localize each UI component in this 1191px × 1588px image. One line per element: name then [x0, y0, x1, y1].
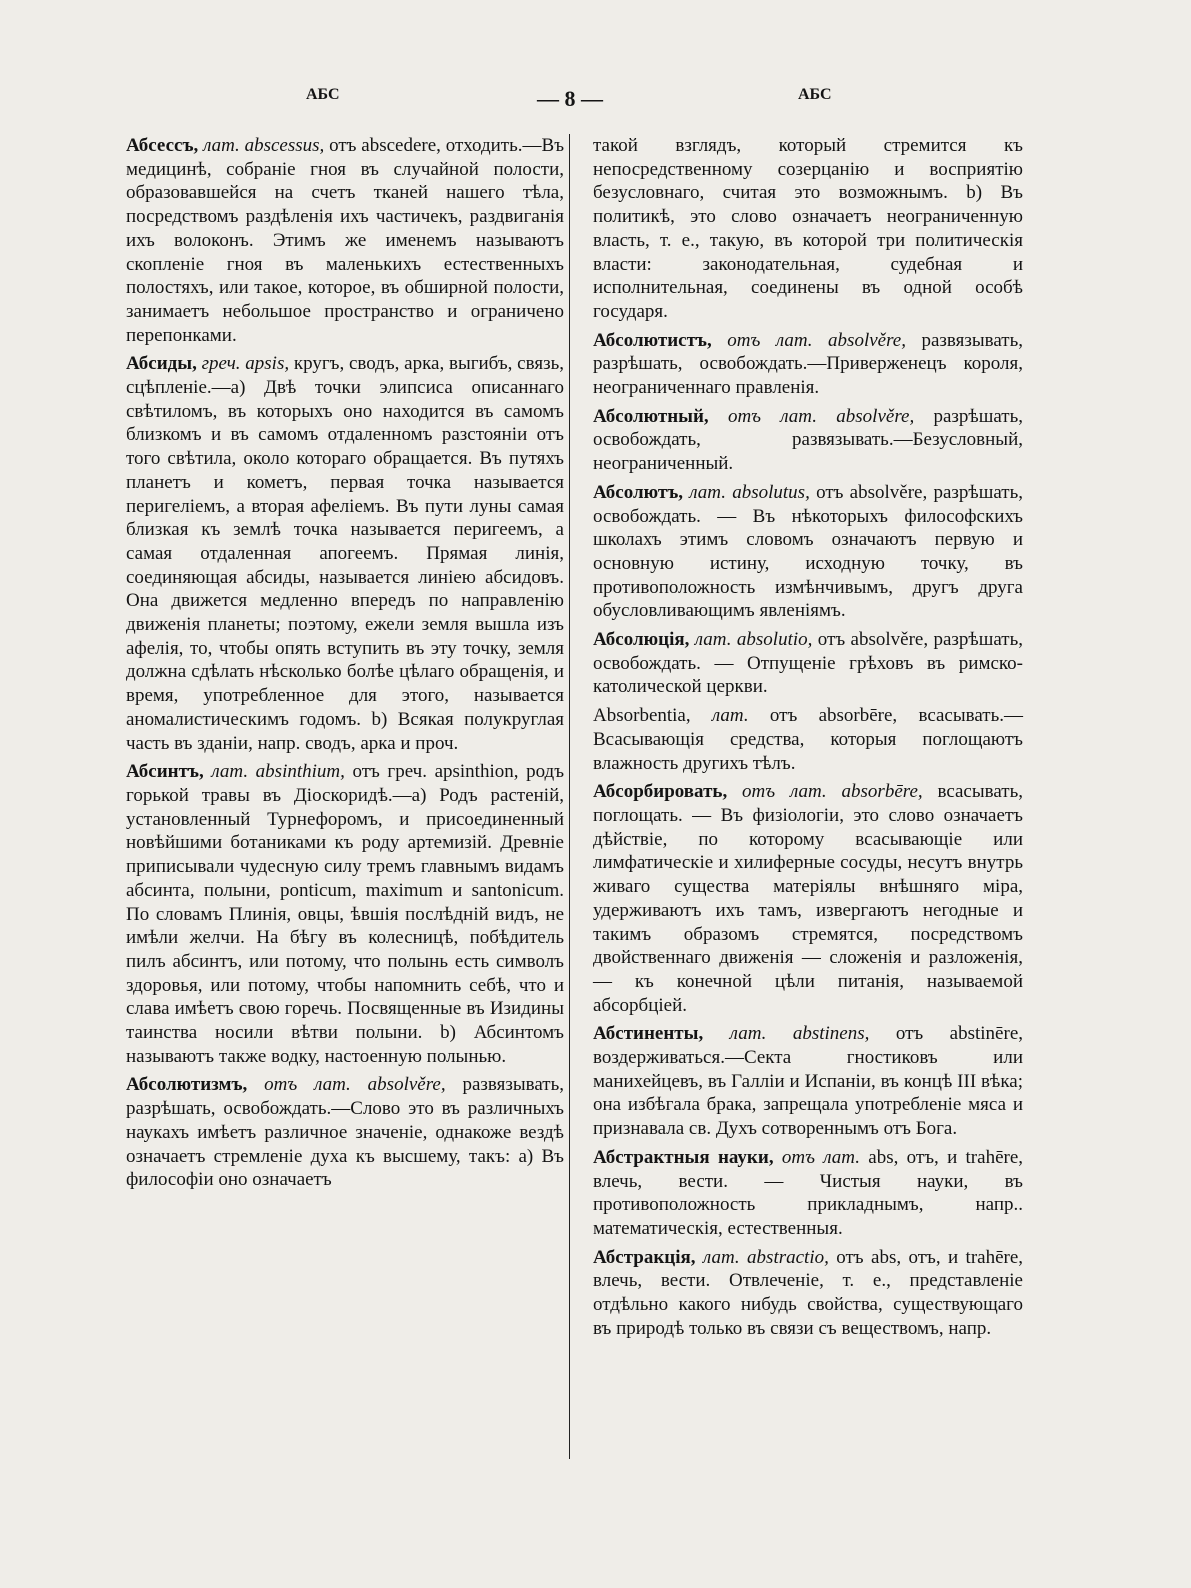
dictionary-entry	[126, 760, 564, 1068]
entry-etymon: abscessus,	[244, 135, 325, 156]
entry-definition: отъ abscedere, отходить.—Въ медицинѣ, собраніе гноя въ случайной полости, образовавшейся на счетъ тканей нашего тѣла, посредствомъ раздѣленія ихъ частичекъ, раздвиганія ихъ волоконъ. Этимъ же именемъ называютъ скопленіе гноя въ маленькихъ естественныхъ полостяхъ, или такое, которое, въ обширной полости, занимаетъ небольшое пространство и ограничено перепонками.	[126, 135, 565, 346]
running-header-left: АБС	[306, 86, 340, 103]
entry-language-label: лат.	[689, 481, 726, 503]
dictionary-entry	[593, 329, 1023, 400]
entry-etymon: absolutio,	[736, 629, 813, 651]
entry-definition: отъ греч. apsinthion, родъ горькой травы въ Діоскоридѣ.—а) Родъ растеній, установленный Турнефоромъ, и присоединенный новѣйшими ботаниками къ роду артемизій. Древніе приписывали чудесную силу тремъ главнымъ видамъ абсинта, полыни, ponticum, maximum и santonicum. По словамъ Плинія, овцы, ѣвшія послѣдній видъ, не имѣли желчи. На бѣгу въ колесницѣ, побѣдитель пилъ абсинтъ, или потому, что полынь есть символъ здоровья, или потому, чтобы напомнить себѣ, что и слава имѣетъ свою горечь. Посвященные въ Изидины таинства носили вѣтви полыни. b) Абсинтомъ называютъ также водку, настоенную полынью.	[126, 761, 565, 1067]
entry-headword: Абстракція,	[593, 1246, 696, 1268]
entry-language-label: лат.	[711, 705, 749, 727]
entry-definition: отъ abstinēre, воздерживаться.—Секта гностиковъ или манихейцевъ, въ Галліи и Испаніи, въ концѣ III вѣка; она избѣгала брака, запрещала употребленіе мяса и признавала св. Духъ сотвореннымъ отъ Бога.	[593, 1023, 1023, 1140]
entry-language-label: отъ лат.	[727, 329, 813, 351]
entry-language-label: отъ лат.	[727, 405, 818, 427]
running-header-right: АБС	[798, 86, 832, 103]
column-divider	[569, 134, 570, 1459]
entry-headword: Абсессъ,	[126, 135, 199, 156]
entry-headword: Абсинтъ,	[126, 761, 204, 783]
entry-definition: abs, отъ, и trahēre, влечь, вести. — Чистыя науки, въ противоположность прикладнымъ, напр.. математическія, естественныя.	[593, 1146, 1024, 1239]
entry-language-label: лат.	[694, 629, 732, 651]
entry-etymon: absolutus,	[732, 481, 810, 503]
dictionary-entry	[593, 405, 1023, 476]
entry-etymon: absinthium,	[255, 761, 345, 783]
entry-headword: Абсорбировать,	[593, 781, 728, 803]
entry-etymon: absolvěre,	[367, 1074, 446, 1096]
entry-definition: кругъ, сводъ, арка, выгибъ, связь, сцѣпленіе.—а) Двѣ точки элипсиса описаннаго свѣтиломъ, въ которыхъ оно находится въ самомъ близкомъ и въ самомъ отдаленномъ разстояніи отъ того свѣтила, около котораго обращается. Въ путяхъ планетъ и кометъ, первая точка называется перигеліемъ, а вторая афеліемъ. Въ пути луны самая близкая къ землѣ точка называется перигеемъ, а самая отдаленная апогеемъ. Прямая линія, соединяющая абсиды, называется линіею абсидовъ. Она движется медленно впередъ по направленію движенія планеты; поэтому, ежели земля вышла изъ афелія, то, чтобы опять вступить въ эту точку, земля должна сдѣлать нѣсколько болѣе цѣлаго обращенія, и время, употребленное для этого, называется аномалистическимъ годомъ. b) Всякая полукруглая часть въ зданіи, напр. сводъ, арка и проч.	[126, 353, 564, 754]
entry-etymon: abstractio,	[747, 1246, 829, 1268]
entry-headword: Абсолютизмъ,	[126, 1074, 248, 1096]
page-number: — 8 —	[537, 86, 603, 111]
entry-definition: отъ absolvěre, разрѣшать, освобождать. — Въ нѣкоторыхъ философскихъ школахъ этимъ словомъ означаютъ первую и основную истину, исходную точку, въ противоположность измѣнчивымъ, другъ друга обусловливающимъ явленіямъ.	[593, 481, 1024, 622]
dictionary-entry	[126, 134, 564, 347]
entry-etymon: absolvěre,	[836, 405, 915, 427]
entry-headword: Absorbentia,	[593, 705, 691, 727]
entry-headword: Абсолютъ,	[593, 481, 684, 503]
entry-language-label: лат.	[203, 135, 240, 156]
dictionary-entry	[593, 481, 1023, 623]
entry-definition: отъ absorbēre, всасывать.—Всасывающія средства, которыя поглощаютъ влажность другихъ тѣлъ.	[593, 705, 1023, 774]
entry-definition: развязывать, разрѣшать, освобождать.—Приверженецъ короля, неограниченнаго правленія.	[593, 329, 1024, 399]
dictionary-entry	[593, 1246, 1023, 1341]
entry-language-label: лат.	[729, 1023, 767, 1045]
dictionary-entry	[126, 352, 564, 755]
dictionary-entry	[593, 1146, 1023, 1241]
continued-text: такой взглядъ, который стремится къ непосредственному созерцанію и восприятію безусловнаго, считая это возможнымъ. b) Въ политикѣ, это слово означаетъ неограниченную власть, т. е., такую, въ которой три политическія власти: законодательная, судебная и исполнительная, соединены въ одной особѣ государя.	[593, 135, 1023, 322]
entry-headword: Абсолюція,	[593, 629, 690, 651]
entry-etymon: absorbēre,	[841, 781, 923, 803]
dictionary-entry	[593, 780, 1023, 1017]
entry-headword: Абстиненты,	[593, 1023, 704, 1045]
entry-etymon: abstinens,	[792, 1023, 870, 1045]
entry-etymon: absolvěre,	[828, 329, 906, 351]
entry-language-label: отъ лат.	[781, 1146, 860, 1168]
dictionary-entry	[126, 1073, 564, 1192]
dictionary-entry	[593, 1022, 1023, 1141]
entry-language-label: лат.	[702, 1246, 740, 1268]
entry-headword: Абсолютный,	[593, 405, 709, 427]
dictionary-entry	[593, 704, 1023, 775]
entry-language-label: греч.	[201, 353, 241, 375]
entry-language-label: лат.	[211, 761, 249, 783]
entry-etymon: apsis,	[245, 353, 290, 375]
entry-definition: разрѣшать, освобождать, развязывать.—Безусловный, неограниченный.	[593, 405, 1024, 475]
right-column	[593, 134, 1023, 1345]
dictionary-entry	[593, 628, 1023, 699]
entry-language-label: отъ лат.	[742, 781, 827, 803]
entry-definition: развязывать, разрѣшать, освобождать.—Слово это въ различныхъ наукахъ имѣетъ различное значеніе, однакоже вездѣ означаетъ стремленіе духа къ высшему, такъ: а) Въ философіи оно означаетъ	[126, 1074, 565, 1191]
entry-headword: Абстрактныя науки,	[593, 1146, 774, 1168]
entry-headword: Абсиды,	[126, 353, 197, 375]
entry-definition: всасывать, поглощать. — Въ физіологіи, это слово означаетъ дѣйствіе, по которому всасывающіе или лимфатическіе и хилиферные сосуды, несутъ внутрь живаго существа матеріялы внѣшняго міра, удерживаютъ ихъ тамъ, извергаютъ негодные и такимъ образомъ стремятся, посредствомъ двойственнаго движенія — сложенія и разложенія, — къ конечной цѣли питанія, называемой абсорбціей.	[593, 781, 1024, 1016]
entry-definition: отъ abs, отъ, и trahēre, влечь, вести. Отвлеченіе, т. е., представленіе отдѣльно какого нибудь свойства, существующаго въ природѣ только въ связи съ веществомъ, напр.	[593, 1246, 1024, 1339]
left-column	[126, 134, 564, 1197]
entry-language-label: отъ лат.	[264, 1074, 351, 1096]
entry-headword: Абсолютистъ,	[593, 329, 712, 351]
entry-definition: отъ absolvěre, разрѣшать, освобождать. — Отпущеніе грѣховъ въ римско-католической церкви.	[593, 629, 1024, 698]
